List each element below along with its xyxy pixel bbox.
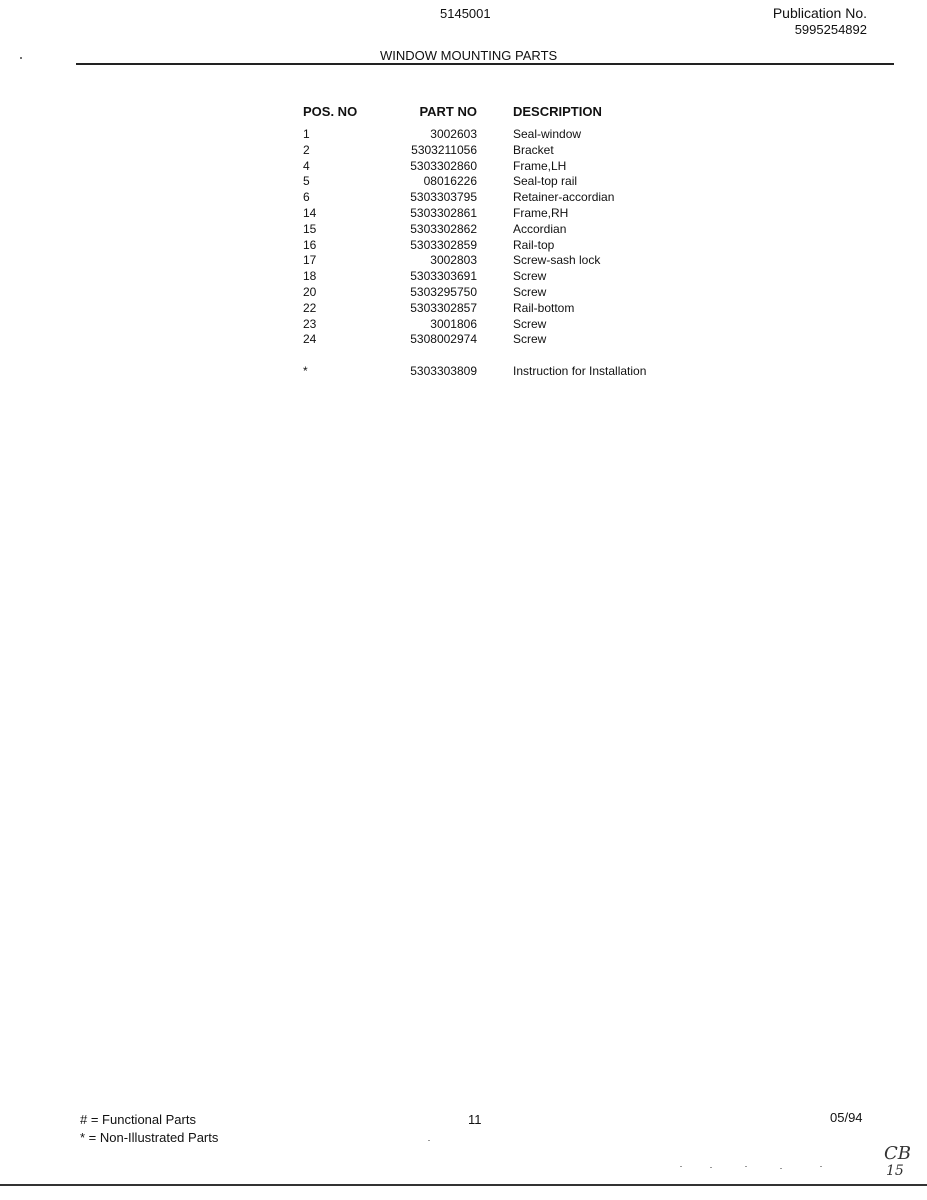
table-row	[303, 206, 713, 222]
cell-pos: 5	[303, 174, 310, 189]
legend-non-illustrated-parts: * = Non-Illustrated Parts	[80, 1130, 219, 1145]
table-row	[303, 364, 713, 380]
table-row	[303, 301, 713, 317]
cell-pos: 1	[303, 127, 310, 141]
cell-pos: 15	[303, 221, 317, 236]
footer-divider	[0, 1184, 927, 1186]
cell-part-number: 5303295750	[410, 284, 477, 299]
scan-speck	[710, 1167, 712, 1168]
cell-description: Screw	[513, 332, 547, 347]
table-row	[303, 253, 713, 269]
cell-pos: 2	[303, 142, 310, 157]
scan-speck	[780, 1168, 782, 1169]
cell-part-number: 5303302862	[410, 221, 477, 236]
cell-description: Screw	[513, 269, 547, 284]
table-row	[303, 127, 713, 143]
table-row	[303, 159, 713, 175]
cell-part-number: 5303303809	[410, 364, 477, 379]
cell-pos: 4	[303, 158, 310, 173]
publication-date: 05/94	[830, 1110, 863, 1125]
scan-speck	[820, 1166, 822, 1167]
scan-speck	[428, 1140, 430, 1141]
cell-part-number: 5303302857	[410, 300, 477, 315]
cell-description: Accordian	[513, 221, 567, 236]
cell-part-number: 3002803	[430, 253, 477, 268]
cell-part-number: 3002603	[430, 127, 477, 141]
cell-part-number: 3001806	[430, 316, 477, 331]
table-row	[303, 269, 713, 285]
model-number: 5145001	[440, 6, 491, 21]
table-row	[303, 222, 713, 238]
cell-pos: 17	[303, 253, 317, 268]
cell-description: Screw-sash lock	[513, 253, 601, 268]
cell-description: Bracket	[513, 142, 554, 157]
cell-description: Frame,LH	[513, 158, 567, 173]
cell-pos: 6	[303, 190, 310, 205]
cell-part-number: 5303303795	[410, 190, 477, 205]
legend-functional-parts: # = Functional Parts	[80, 1112, 196, 1127]
parts-table-body	[303, 127, 713, 380]
cell-pos: 14	[303, 205, 317, 220]
cell-description: Rail-top	[513, 237, 555, 252]
scan-speck	[680, 1166, 682, 1167]
cell-description: Rail-bottom	[513, 300, 575, 315]
cell-description: Seal-window	[513, 127, 582, 141]
table-row	[303, 285, 713, 301]
cell-part-number: 08016226	[423, 174, 477, 189]
table-row	[303, 190, 713, 206]
cell-part-number: 5303302861	[410, 205, 477, 220]
publication-number: 5995254892	[794, 22, 867, 37]
handwritten-number: 15	[886, 1163, 904, 1179]
table-row	[303, 238, 713, 254]
cell-pos: *	[303, 364, 308, 379]
cell-part-number: 5303303691	[410, 269, 477, 284]
column-header-description: DESCRIPTION	[513, 104, 602, 119]
cell-part-number: 5308002974	[410, 332, 477, 347]
column-header-pos: POS. NO	[303, 104, 358, 119]
cell-description: Screw	[513, 316, 547, 331]
table-row	[303, 332, 713, 348]
cell-part-number: 5303302859	[410, 237, 477, 252]
cell-description: Seal-top rail	[513, 174, 578, 189]
table-header-row	[303, 104, 713, 127]
scan-speck	[20, 57, 22, 59]
cell-description: Screw	[513, 284, 547, 299]
cell-part-number: 5303302860	[410, 158, 477, 173]
section-title: WINDOW MOUNTING PARTS	[380, 48, 558, 63]
handwritten-initials: CB	[884, 1143, 911, 1164]
cell-pos: 22	[303, 300, 317, 315]
cell-pos: 18	[303, 269, 317, 284]
cell-part-number: 5303211056	[411, 142, 477, 157]
parts-table	[303, 104, 713, 380]
page-number: 11	[468, 1112, 482, 1127]
publication-label: Publication No.	[772, 5, 867, 21]
table-spacer	[303, 348, 713, 364]
table-row	[303, 174, 713, 190]
header-divider	[76, 63, 894, 65]
cell-pos: 23	[303, 316, 317, 331]
cell-pos: 20	[303, 284, 317, 299]
table-row	[303, 143, 713, 159]
cell-description: Frame,RH	[513, 205, 569, 220]
column-header-part: PART NO	[419, 104, 477, 119]
cell-pos: 24	[303, 332, 317, 347]
cell-description: Retainer-accordian	[513, 190, 615, 205]
cell-pos: 16	[303, 237, 317, 252]
cell-description: Instruction for Installation	[513, 364, 647, 379]
scan-speck	[745, 1166, 747, 1167]
table-row	[303, 317, 713, 333]
